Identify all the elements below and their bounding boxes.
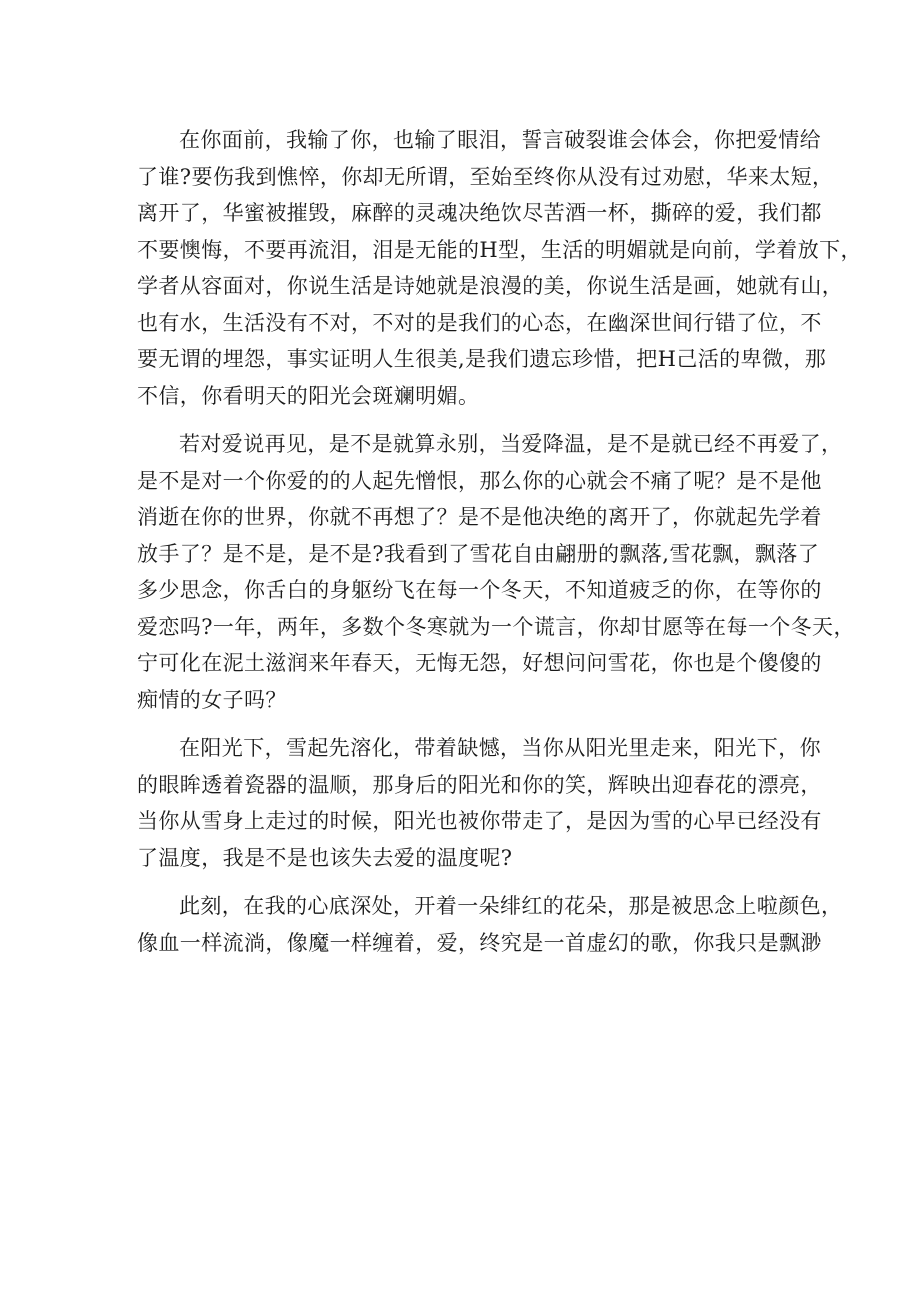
paragraph-1: [137, 122, 862, 414]
text-line: 消逝在你的世界，你就不再想了？是不是他决绝的离开了，你就起先学着: [137, 505, 822, 529]
paragraph-4: [137, 888, 843, 961]
text-line: 了温度，我是不是也该失去爱的温度呢?: [137, 845, 513, 870]
paragraph-3: [137, 730, 822, 876]
text-line: 痴情的女子吗？: [137, 687, 287, 712]
text-line: 爱恋吗?一年，两年，多数个冬寒就为一个谎言，你却甘愿等在每一个冬天，: [137, 614, 855, 639]
text-line: 若对爱说再见，是不是就算永别，当爱降温，是不是就已经不再爱了，: [179, 432, 843, 456]
text-line: 也有水，生活没有不对，不对的是我们的心态，在幽深世间行错了位，不: [137, 310, 822, 335]
text-line: 此刻，在我的心底深处，开着一朵绯红的花朵，那是被思念上啦颜色，: [179, 894, 843, 918]
text-line: 是不是对一个你爱的的人起先憎恨，那么你的心就会不痛了呢？是不是他: [137, 468, 822, 493]
paragraph-2: [137, 426, 855, 718]
text-line: 当你从雪身上走过的时候，阳光也被你带走了，是因为雪的心早已经没有: [137, 809, 822, 833]
text-line: 宁可化在泥土滋润来年春天，无悔无怨，好想问问雪花，你也是个傻傻的: [137, 651, 822, 675]
document-body: [137, 122, 862, 961]
text-line: 要无谓的埋怨，事实证明人生很美,是我们遗忘珍惜，把H己活的卑微，那: [137, 347, 827, 371]
text-line: 学者从容面对，你说生活是诗她就是浪漫的美，你说生活是画，她就有山，: [137, 274, 844, 298]
text-line: 不信，你看明天的阳光会斑斓明媚。: [137, 383, 480, 408]
text-line: 多少思念，你舌白的身躯纷飞在每一个冬天，不知道疲乏的你，在等你的: [137, 578, 822, 602]
text-line: 在阳光下，雪起先溶化，带着缺憾，当你从阳光里走来，阳光下，你: [179, 736, 821, 760]
text-line: 离开了，华蜜被摧毁，麻醉的灵魂决绝饮尽苦酒一杯，撕碎的爱，我们都: [137, 201, 822, 225]
text-line: 在你面前，我输了你，也输了眼泪，誓言破裂谁会体会，你把爱情给: [179, 128, 821, 152]
text-line: 像血一样流淌，像魔一样缠着，爱，终究是一首虚幻的歌，你我只是飘渺: [137, 930, 822, 955]
text-line: 不要懊悔，不要再流泪，泪是无能的H型，生活的明媚就是向前，学着放下，: [137, 237, 862, 262]
text-line: 了谁?要伤我到憔悴，你却无所谓，至始至终你从没有过劝慰，华来太短，: [137, 164, 834, 189]
text-line: 的眼眸透着瓷器的温顺，那身后的阳光和你的笑，辉映出迎春花的漂亮，: [137, 772, 822, 797]
text-line: 放手了？是不是，是不是?我看到了雪花自由翩册的飘落,雪花飘，飘落了: [137, 541, 820, 566]
